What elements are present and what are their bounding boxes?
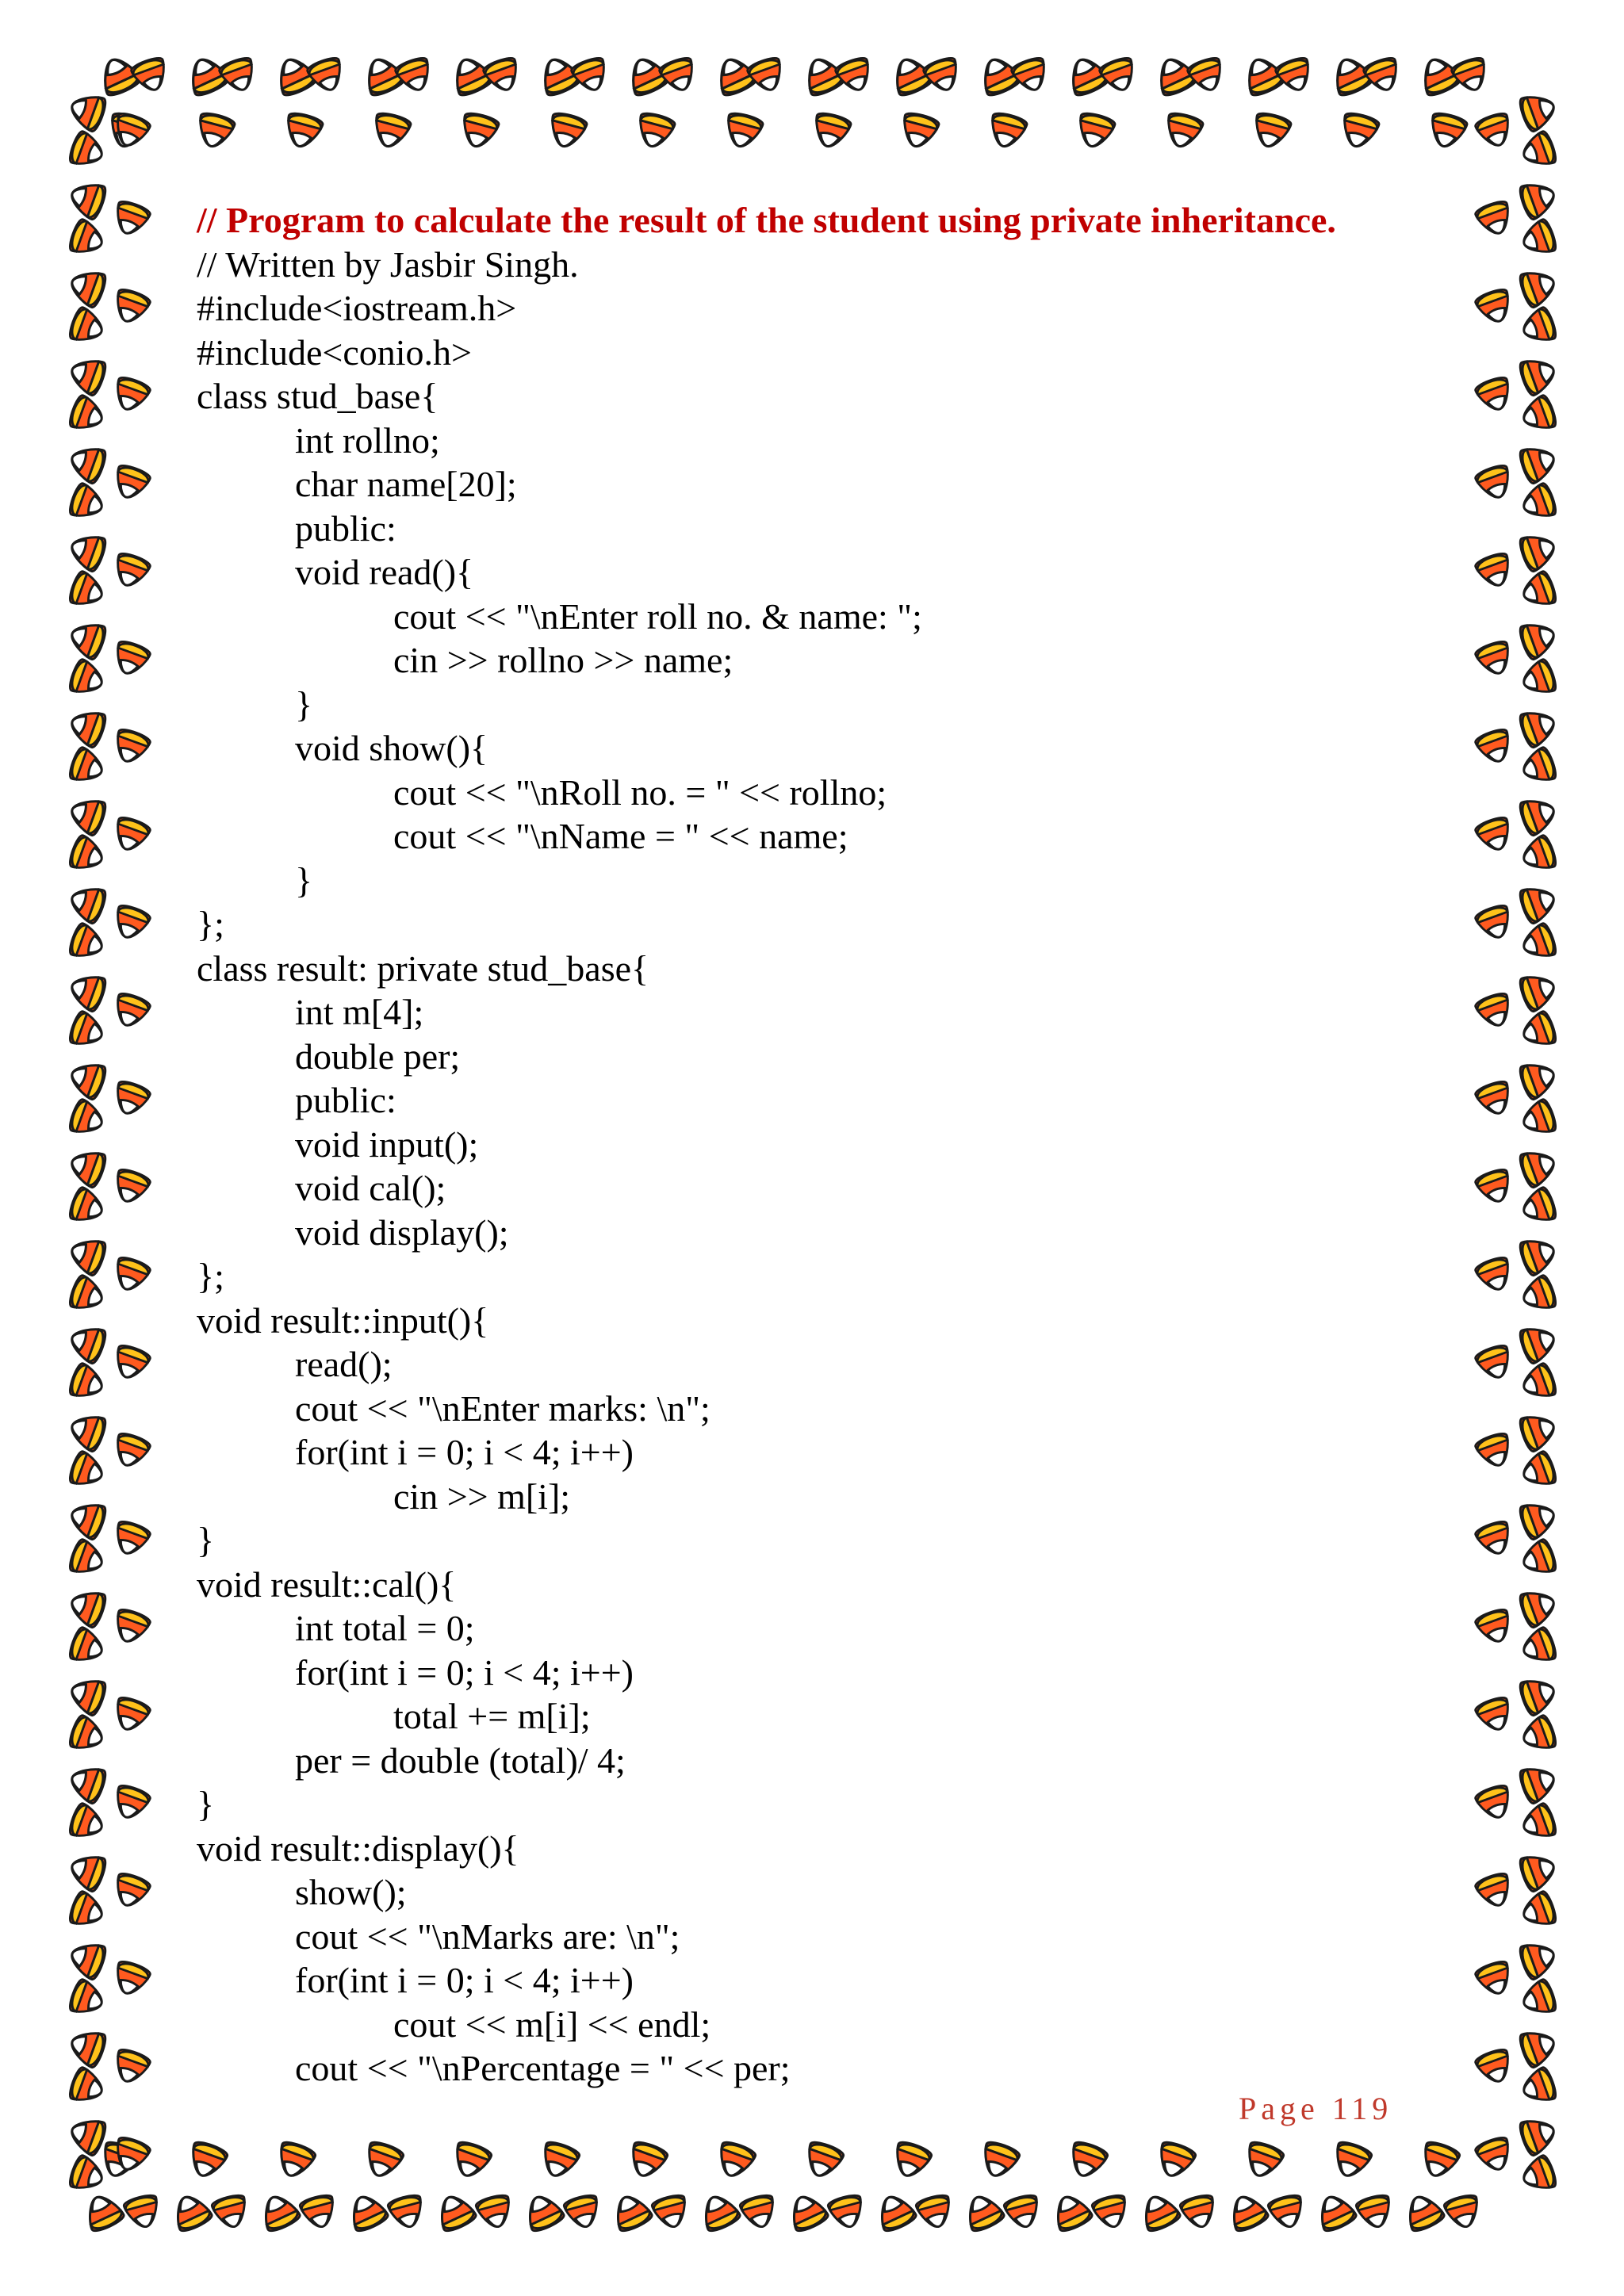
candy-corn-icon (67, 1538, 107, 1579)
candy-corn-icon (1518, 1409, 1560, 1452)
candy-corn-icon (449, 2140, 492, 2182)
code-line: total += m[i]; (393, 1696, 591, 1736)
candy-corn-icon (482, 55, 523, 95)
candy-corn-icon (458, 111, 500, 151)
candy-corn-icon (537, 2140, 580, 2182)
candy-corn-icon (1267, 2193, 1307, 2231)
candy-corn-icon (658, 55, 699, 95)
candy-corn-icon (1474, 639, 1515, 679)
candy-corn-icon (1098, 55, 1139, 95)
candy-corn-icon (697, 2191, 742, 2234)
candy-corn-icon (1518, 617, 1560, 660)
candy-corn-icon (110, 815, 151, 855)
code-line: show(); (295, 1872, 407, 1912)
candy-corn-icon (1519, 2066, 1558, 2107)
code-line: cin >> m[i]; (393, 1475, 571, 1517)
candy-corn-icon (110, 1343, 151, 1383)
candy-corn-icon (1186, 55, 1228, 95)
candy-corn-icon (1225, 2191, 1270, 2234)
candy-corn-icon (1519, 394, 1558, 435)
candy-corn-icon (785, 2191, 830, 2234)
candy-corn-icon (834, 55, 875, 95)
candy-corn-icon (67, 2066, 107, 2107)
candy-corn-icon (1474, 111, 1515, 151)
candy-corn-icon (345, 2191, 390, 2234)
code-line: cout << m[i] << endl; (393, 2003, 711, 2045)
candy-corn-icon (722, 111, 764, 151)
candy-corn-icon (110, 287, 151, 327)
candy-corn-icon (1474, 551, 1515, 591)
candy-corn-icon (394, 55, 435, 95)
candy-corn-icon (130, 55, 171, 95)
candy-corn-icon (1519, 746, 1558, 787)
candy-corn-icon (110, 1079, 151, 1119)
candy-corn-icon (1518, 969, 1560, 1012)
candy-corn-icon (1519, 570, 1558, 611)
candy-corn-icon (1519, 218, 1558, 259)
candy-corn-icon (1474, 991, 1515, 1031)
code-line: } (295, 859, 313, 901)
candy-corn-icon (110, 727, 151, 767)
candy-corn-icon (898, 111, 940, 151)
code-line: public: (295, 507, 396, 549)
candy-corn-icon (1137, 2191, 1182, 2234)
candy-corn-icon (67, 1802, 107, 1843)
candy-corn-icon (67, 793, 109, 836)
candy-corn-icon (1474, 815, 1515, 855)
candy-corn-icon (1474, 375, 1515, 415)
candy-corn-icon (67, 617, 109, 660)
candy-corn-icon (110, 1607, 151, 1647)
candy-corn-icon (746, 55, 787, 95)
code-line: #include<iostream.h> (197, 288, 517, 328)
candy-corn-icon (1519, 1802, 1558, 1843)
code-line: int rollno; (295, 419, 440, 461)
code-line: cout << "\nRoll no. = " << rollno; (393, 771, 887, 813)
candy-corn-icon (1518, 1233, 1560, 1276)
candy-corn-icon (1417, 2140, 1461, 2182)
candy-corn-icon (110, 199, 151, 239)
candy-corn-icon (1519, 1362, 1558, 1403)
candy-corn-icon (1074, 111, 1116, 151)
candy-corn-icon (194, 111, 236, 151)
candy-corn-icon (110, 1255, 151, 1295)
candy-corn-icon (67, 1937, 109, 1980)
candy-corn-icon (1519, 1098, 1558, 1139)
candy-corn-icon (67, 746, 107, 787)
candy-corn-icon (739, 2193, 779, 2231)
candy-corn-icon (1519, 1274, 1558, 1315)
candy-corn-icon (1474, 2135, 1515, 2175)
candy-corn-icon (67, 441, 109, 484)
code-line: int m[4]; (295, 992, 424, 1032)
candy-corn-icon (1518, 353, 1560, 396)
candy-corn-icon (1443, 2193, 1483, 2231)
candy-corn-icon (361, 2140, 404, 2182)
candy-corn-icon (1474, 199, 1515, 239)
candy-corn-icon (1519, 1450, 1558, 1491)
candy-corn-icon (1518, 1497, 1560, 1540)
candy-corn-icon (67, 1849, 109, 1892)
candy-corn-icon (801, 2140, 845, 2182)
candy-corn-icon (387, 2193, 427, 2231)
candy-corn-icon (1519, 1538, 1558, 1579)
candy-corn-icon (110, 2047, 151, 2087)
candy-corn-icon (1519, 306, 1558, 347)
candy-corn-icon (110, 1519, 151, 1559)
candy-corn-icon (475, 2193, 515, 2231)
candy-corn-icon (1474, 1431, 1515, 1471)
candy-corn-icon (67, 570, 107, 611)
candy-corn-icon (306, 55, 347, 95)
candy-corn-icon (299, 2193, 339, 2231)
candy-corn-icon (67, 265, 109, 308)
code-line: }; (197, 904, 224, 944)
candy-corn-icon (67, 306, 107, 347)
code-line: cout << "\nEnter marks: \n"; (295, 1387, 710, 1429)
candy-corn-icon (1518, 265, 1560, 308)
candy-corn-icon (123, 2193, 163, 2231)
code-listing (197, 198, 1434, 2091)
code-line: // Written by Jasbir Singh. (197, 243, 579, 285)
candy-corn-icon (67, 922, 107, 963)
code-line: #include<conio.h> (197, 331, 472, 373)
candy-corn-icon (1010, 55, 1051, 95)
candy-corn-icon (110, 551, 151, 591)
code-line: void display(); (295, 1211, 509, 1253)
candy-corn-icon (1474, 1871, 1515, 1911)
candy-corn-icon (1474, 1959, 1515, 1999)
candy-corn-icon (1518, 2113, 1560, 2156)
candy-corn-icon (273, 2140, 316, 2182)
code-line: read(); (295, 1344, 393, 1384)
candy-corn-icon (570, 55, 611, 95)
candy-corn-icon (1474, 1607, 1515, 1647)
candy-corn-icon (922, 55, 963, 95)
candy-corn-icon (110, 639, 151, 679)
code-line: cout << "\nPercentage = " << per; (295, 2048, 791, 2088)
candy-corn-icon (563, 2193, 603, 2231)
candy-corn-icon (67, 1626, 107, 1667)
candy-corn-icon (1519, 1978, 1558, 2019)
code-line: } (295, 683, 313, 725)
candy-corn-icon (1518, 1145, 1560, 1188)
page-number: Page 119 (1239, 2091, 1393, 2126)
code-line: void read(){ (295, 552, 474, 592)
candy-corn-icon (67, 2025, 109, 2068)
candy-corn-icon (67, 130, 107, 171)
candy-corn-icon (67, 969, 109, 1012)
candy-corn-icon (67, 1450, 107, 1491)
candy-corn-icon (1518, 1761, 1560, 1804)
candy-corn-icon (1401, 2191, 1446, 2234)
candy-corn-icon (1065, 2140, 1109, 2182)
candy-corn-icon (1519, 834, 1558, 875)
candy-corn-icon (67, 2113, 109, 2156)
candy-corn-icon (67, 1761, 109, 1804)
candy-corn-icon (67, 177, 109, 220)
candy-corn-icon (185, 2140, 228, 2182)
candy-corn-icon (1474, 287, 1515, 327)
program-title: // Program to calculate the result of the student using private inheritance. (197, 200, 1336, 240)
candy-corn-icon (1518, 1585, 1560, 1628)
code-line: for(int i = 0; i < 4; i++) (295, 1432, 634, 1472)
candy-corn-icon (1450, 55, 1492, 95)
candy-corn-icon (1518, 1849, 1560, 1892)
candy-corn-icon (1474, 463, 1515, 503)
candy-corn-icon (433, 2191, 478, 2234)
candy-corn-icon (67, 1233, 109, 1276)
candy-corn-icon (67, 2154, 107, 2195)
candy-corn-icon (67, 881, 109, 924)
code-line: void result::input(){ (197, 1299, 489, 1341)
code-line: for(int i = 0; i < 4; i++) (295, 1651, 634, 1693)
candy-corn-icon (915, 2193, 955, 2231)
candy-corn-icon (110, 375, 151, 415)
candy-corn-icon (1241, 2140, 1285, 2182)
candy-corn-icon (827, 2193, 867, 2231)
code-line: char name[20]; (295, 464, 517, 504)
candy-corn-icon (169, 2191, 214, 2234)
candy-corn-icon (1519, 2154, 1558, 2195)
candy-corn-icon (1474, 1167, 1515, 1207)
code-line: class stud_base{ (197, 376, 439, 416)
candy-corn-icon (1518, 1057, 1560, 1100)
candy-corn-icon (634, 111, 676, 151)
candy-corn-icon (67, 1010, 107, 1051)
candy-corn-icon (1518, 529, 1560, 572)
candy-corn-icon (651, 2193, 691, 2231)
candy-corn-icon (67, 1585, 109, 1628)
code-line: class result: private stud_base{ (197, 947, 649, 989)
candy-corn-icon (1313, 2191, 1358, 2234)
candy-corn-icon (873, 2191, 918, 2234)
candy-corn-icon (1274, 55, 1316, 95)
candy-corn-icon (67, 834, 107, 875)
candy-corn-icon (1519, 922, 1558, 963)
candy-corn-icon (1474, 1783, 1515, 1823)
code-line: void cal(); (295, 1168, 446, 1208)
candy-corn-icon (1162, 111, 1205, 151)
candy-corn-icon (713, 2140, 756, 2182)
candy-corn-icon (1518, 1673, 1560, 1716)
code-lines (197, 243, 1434, 2091)
candy-corn-icon (67, 89, 109, 132)
candy-corn-icon (1518, 1937, 1560, 1980)
candy-corn-icon (1355, 2193, 1395, 2231)
candy-corn-icon (110, 463, 151, 503)
code-line: cin >> rollno >> name; (393, 640, 733, 680)
candy-corn-icon (67, 1409, 109, 1452)
code-line: void result::cal(){ (197, 1563, 457, 1605)
candy-corn-icon (1519, 482, 1558, 523)
candy-corn-icon (625, 2140, 668, 2182)
candy-corn-icon (1474, 727, 1515, 767)
code-line: int total = 0; (295, 1608, 475, 1648)
candy-corn-icon (1474, 1695, 1515, 1735)
candy-corn-icon (810, 111, 852, 151)
candy-corn-icon (67, 1057, 109, 1100)
candy-corn-icon (67, 1890, 107, 1931)
candy-corn-icon (1518, 441, 1560, 484)
candy-corn-icon (546, 111, 588, 151)
candy-corn-icon (986, 111, 1028, 151)
candy-corn-icon (1474, 1343, 1515, 1383)
candy-corn-icon (67, 1978, 107, 2019)
candy-corn-icon (257, 2191, 302, 2234)
candy-corn-icon (1474, 1255, 1515, 1295)
code-line: void result::display(){ (197, 1827, 519, 1869)
candy-corn-icon (1179, 2193, 1219, 2231)
candy-corn-icon (1091, 2193, 1131, 2231)
code-line: cout << "\nMarks are: \n"; (295, 1915, 680, 1957)
candy-corn-icon (110, 1695, 151, 1735)
candy-corn-icon (521, 2191, 566, 2234)
candy-corn-icon (67, 1186, 107, 1227)
candy-corn-icon (370, 111, 412, 151)
candy-corn-icon (211, 2193, 251, 2231)
candy-corn-icon (1329, 2140, 1373, 2182)
candy-corn-icon (1519, 130, 1558, 171)
candy-corn-icon (1339, 111, 1381, 151)
code-line: per = double (total)/ 4; (295, 1739, 626, 1781)
candy-corn-icon (1049, 2191, 1094, 2234)
candy-corn-icon (67, 394, 107, 435)
candy-corn-icon (282, 111, 324, 151)
candy-corn-icon (1003, 2193, 1043, 2231)
candy-corn-icon (1519, 1626, 1558, 1667)
code-line: cout << "\nName = " << name; (393, 816, 848, 856)
candy-corn-icon (1474, 903, 1515, 943)
code-line: } (197, 1520, 215, 1560)
candy-corn-icon (1474, 2047, 1515, 2087)
candy-corn-icon (609, 2191, 654, 2234)
candy-corn-icon (1518, 177, 1560, 220)
candy-corn-icon (889, 2140, 933, 2182)
candy-corn-icon (1518, 705, 1560, 748)
candy-corn-icon (1251, 111, 1293, 151)
candy-corn-icon (67, 482, 107, 523)
candy-corn-icon (67, 1714, 107, 1755)
candy-corn-icon (110, 1783, 151, 1823)
candy-corn-icon (1474, 1519, 1515, 1559)
candy-corn-icon (67, 353, 109, 396)
candy-corn-icon (67, 1321, 109, 1364)
candy-corn-icon (67, 1098, 107, 1139)
code-line: public: (295, 1080, 396, 1120)
code-line: void show(){ (295, 728, 488, 768)
code-line: cout << "\nEnter roll no. & name: "; (393, 595, 922, 637)
candy-corn-icon (1153, 2140, 1197, 2182)
candy-corn-icon (1518, 1321, 1560, 1364)
candy-corn-icon (110, 903, 151, 943)
candy-corn-icon (110, 1871, 151, 1911)
candy-corn-icon (67, 218, 107, 259)
code-line: for(int i = 0; i < 4; i++) (295, 1960, 634, 2000)
candy-corn-icon (67, 529, 109, 572)
candy-corn-icon (961, 2191, 1006, 2234)
candy-corn-icon (1519, 1186, 1558, 1227)
code-line: double per; (295, 1035, 461, 1077)
candy-corn-icon (81, 2191, 126, 2234)
candy-corn-icon (1518, 2025, 1560, 2068)
code-line: void input(); (295, 1123, 479, 1165)
candy-corn-icon (1518, 793, 1560, 836)
candy-corn-icon (1519, 1010, 1558, 1051)
candy-corn-icon (67, 705, 109, 748)
candy-corn-icon (1362, 55, 1404, 95)
candy-corn-icon (67, 1274, 107, 1315)
candy-corn-icon (110, 1167, 151, 1207)
candy-corn-icon (1518, 89, 1560, 132)
candy-corn-icon (110, 1431, 151, 1471)
candy-corn-icon (67, 1497, 109, 1540)
candy-corn-icon (1518, 881, 1560, 924)
candy-corn-icon (67, 1145, 109, 1188)
candy-corn-icon (67, 658, 107, 699)
candy-corn-icon (1519, 1890, 1558, 1931)
candy-corn-icon (218, 55, 259, 95)
candy-corn-icon (67, 1362, 107, 1403)
candy-corn-icon (977, 2140, 1021, 2182)
candy-corn-icon (1427, 111, 1469, 151)
candy-corn-icon (67, 1673, 109, 1716)
candy-corn-icon (110, 991, 151, 1031)
candy-corn-icon (1519, 1714, 1558, 1755)
code-line: } (197, 1784, 215, 1824)
code-line: }; (197, 1256, 224, 1296)
candy-corn-icon (1519, 658, 1558, 699)
candy-corn-icon (110, 1959, 151, 1999)
candy-corn-icon (1474, 1079, 1515, 1119)
